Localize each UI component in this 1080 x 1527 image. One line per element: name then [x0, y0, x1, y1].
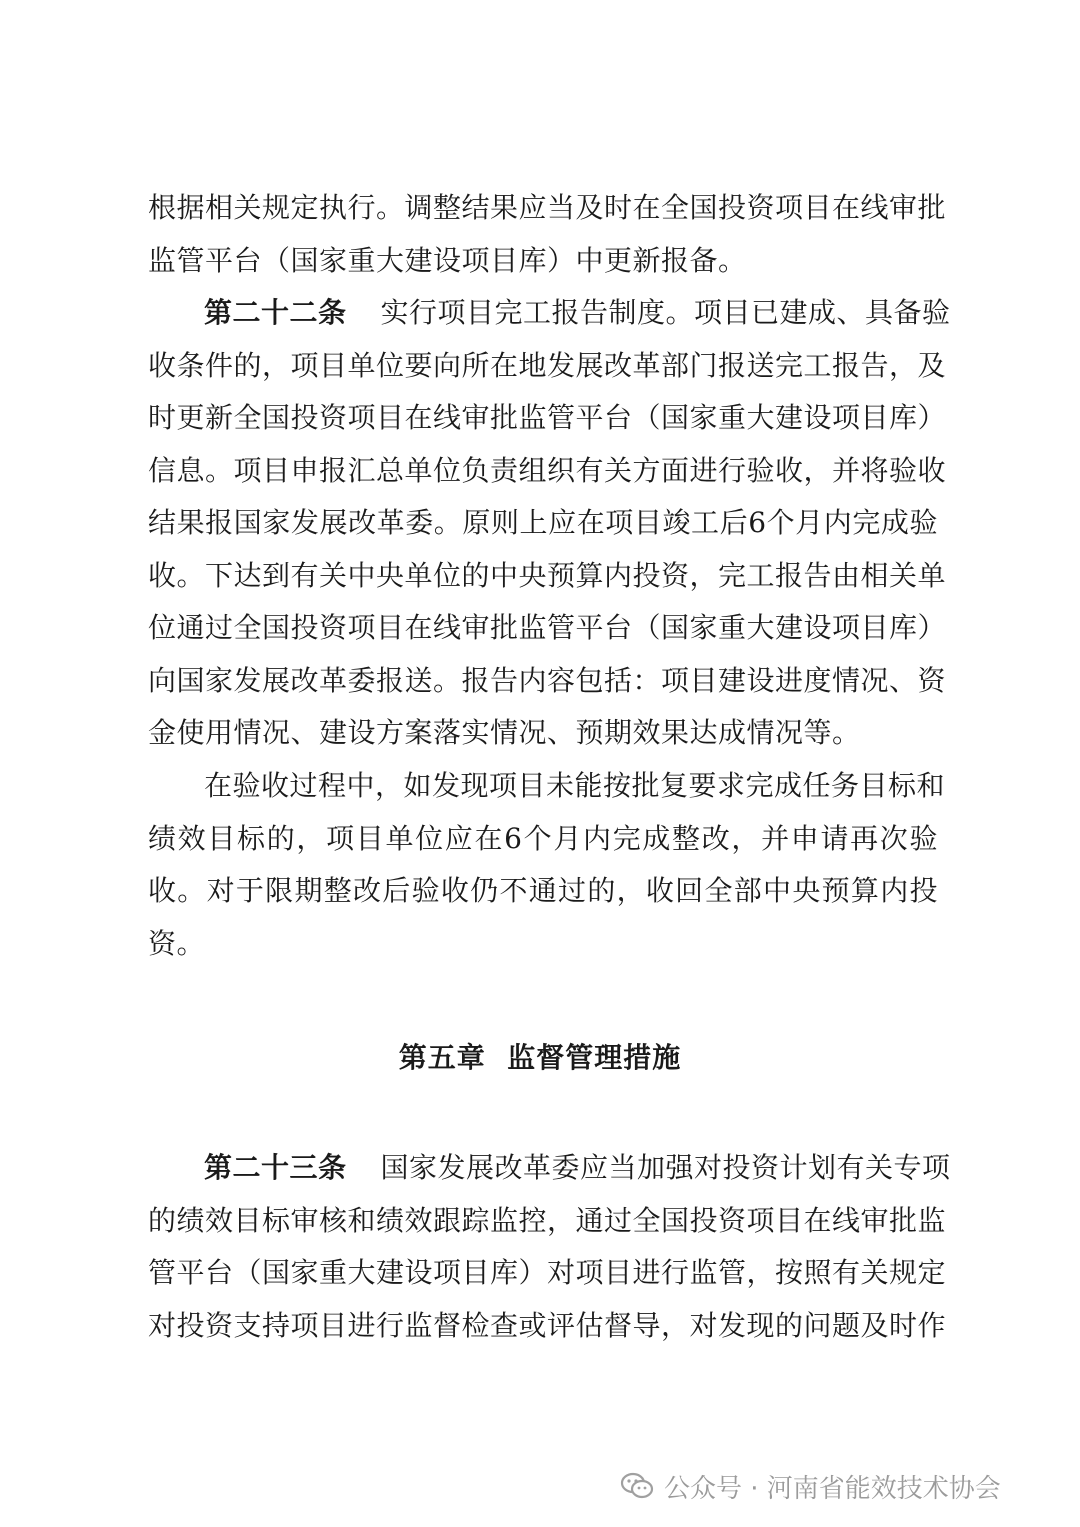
- text-line: 绩效目标的，项目单位应在6个月内完成整改，并申请再次验: [148, 821, 938, 855]
- text-line-content: 实行项目完工报告制度。项目已建成、具备验: [380, 296, 951, 329]
- acceptance-paragraph: [148, 760, 946, 970]
- wechat-icon: [620, 1471, 654, 1501]
- watermark-text: 公众号 · 河南省能效技术协会: [664, 1473, 1001, 1504]
- wechat-watermark: [620, 1466, 1001, 1506]
- text-line-content: 国家发展改革委应当加强对投资计划有关专项: [380, 1151, 951, 1184]
- text-line: 向国家发展改革委报送。报告内容包括：项目建设进度情况、资: [148, 663, 947, 697]
- text-line-content: 在验收过程中，如发现项目未能按批复要求完成任务目标和: [204, 769, 946, 802]
- text-line: 根据相关规定执行。调整结果应当及时在全国投资项目在线审批: [148, 191, 947, 224]
- text-line: 资。: [148, 926, 206, 960]
- text-line: 收。下达到有关中央单位的中央预算内投资，完工报告由相关单: [148, 558, 947, 592]
- article-23-paragraph: [148, 1142, 951, 1352]
- text-line: 结果报国家发展改革委。原则上应在项目竣工后6个月内完成验: [148, 506, 938, 539]
- text-line: [148, 1142, 951, 1195]
- text-line: 的绩效目标审核和绩效跟踪监控，通过全国投资项目在线审批监: [148, 1203, 947, 1237]
- text-line: 对投资支持项目进行监督检查或评估督导，对发现的问题及时作: [148, 1308, 947, 1342]
- article-label: 第二十三条: [204, 1151, 347, 1184]
- article-label: 第二十二条: [204, 296, 347, 329]
- text-line: [148, 760, 946, 813]
- text-line: 收条件的，项目单位要向所在地发展改革部门报送完工报告，及: [148, 348, 947, 382]
- text-line: 监管平台（国家重大建设项目库）中更新报备。: [148, 243, 747, 277]
- article-22-paragraph: [148, 287, 951, 760]
- text-line: 位通过全国投资项目在线审批监管平台（国家重大建设项目库）: [148, 611, 947, 644]
- text-line: 时更新全国投资项目在线审批监管平台（国家重大建设项目库）: [148, 401, 947, 434]
- paragraph-continuation: [148, 182, 947, 287]
- chapter-heading: 第五章 监督管理措施: [398, 1041, 682, 1074]
- text-line: [148, 287, 951, 340]
- text-line: 金使用情况、建设方案落实情况、预期效果达成情况等。: [148, 716, 861, 749]
- text-line: 管平台（国家重大建设项目库）对项目进行监管，按照有关规定: [148, 1256, 947, 1289]
- text-line: 信息。项目申报汇总单位负责组织有关方面进行验收，并将验收: [148, 453, 947, 487]
- text-line: 收。对于限期整改后验收仍不通过的，收回全部中央预算内投: [148, 874, 938, 907]
